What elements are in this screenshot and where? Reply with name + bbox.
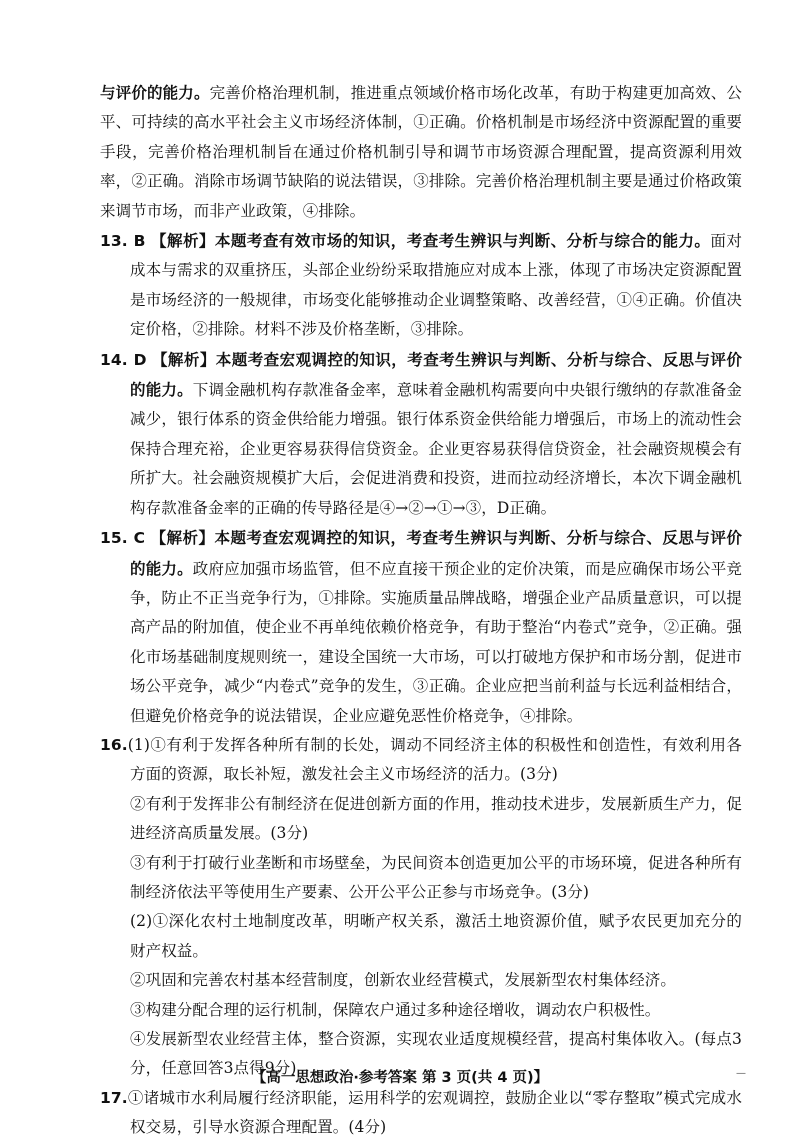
question-16-p4: (2)①深化农村土地制度改革，明晰产权关系，激活土地资源价值，赋予农民更加充分的财产权益。 <box>130 912 742 960</box>
question-16-p5: ②巩固和完善农村基本经营制度，创新农业经营模式，发展新型农村集体经济。 <box>130 971 677 990</box>
question-15 <box>100 523 742 731</box>
question-17-number: 17. <box>100 1088 128 1107</box>
continuation-text: 完善价格治理机制，推进重点领域价格市场化改革，有助于构建更加高效、公平、可持续的高水平社会主义市场经济体制，①正确。价格机制是市场经济中资源配置的重要手段，完善价格治理机制旨在通过价格机制引导和调节市场资源合理配置，提高资源利用效率，②正确。消除市场调节缺陷的说法错误，③排除。完善价格治理机制主要是通过价格政策来调节市场，而非产业政策，④排除。 <box>100 84 742 220</box>
question-15-analysis-heading: 【解析】本题考查宏观调控的知识，考查考生辨识与判断、分析与综合、反思与评价的能力。 <box>130 528 743 578</box>
question-16-p6: ③构建分配合理的运行机制，保障农户通过多种途径增收，调动农户积极性。 <box>130 1000 661 1019</box>
question-13-text: 面对成本与需求的双重挤压，头部企业纷纷采取措施应对成本上涨，体现了市场决定资源配置是市场经济的一般规律，市场变化能够推动企业调整策略、改善经营，①④正确。价值决定价格，②排除。材料不涉及价格垄断，③排除。 <box>130 232 743 339</box>
continuation-bold: 与评价的能力。 <box>100 83 210 102</box>
question-14 <box>100 345 742 523</box>
question-16-p1: (1)①有利于发挥各种所有制的长处，调动不同经济主体的积极性和创造性，有效利用各方面的资源，取长补短，激发社会主义市场经济的活力。(3分) <box>127 735 742 784</box>
question-16-part2-point1 <box>100 907 742 966</box>
question-16-number: 16. <box>100 735 128 754</box>
continuation-paragraph <box>100 78 742 226</box>
question-16-part2-point2 <box>100 966 742 995</box>
question-14-analysis-heading: 【解析】本题考查宏观调控的知识，考查考生辨识与判断、分析与综合、反思与评价的能力。 <box>130 349 742 400</box>
corner-mark: — <box>736 1068 746 1079</box>
question-16-p3: ③有利于打破行业垄断和市场壁垒，为民间资本创造更加公平的市场环境，促进各种所有制经济依法平等使用生产要素、公开公平公正参与市场竞争。(3分) <box>130 853 742 901</box>
question-16-part1-point2 <box>100 790 742 849</box>
question-17-text: ①诸城市水利局履行经济职能，运用科学的宏观调控，鼓励企业以“零存整取”模式完成水权交易，引导水资源合理配置。(4分) <box>127 1088 742 1137</box>
question-16-part2-point3 <box>100 996 742 1025</box>
question-17 <box>100 1084 742 1143</box>
question-16-part1-point3 <box>100 849 742 908</box>
question-16-part1-point1 <box>100 731 742 790</box>
page-footer: 【高一思想政治·参考答案 第 3 页(共 4 页)】 <box>251 1070 549 1086</box>
question-16-p2: ②有利于发挥非公有制经济在促进创新方面的作用，推动技术进步，发展新质生产力，促进经济高质量发展。(3分) <box>130 794 742 843</box>
question-14-number: 14. D <box>100 350 147 369</box>
question-15-number: 15. C <box>100 529 146 548</box>
question-14-text: 下调金融机构存款准备金率，意味着金融机构需要向中央银行缴纳的存款准备金减少，银行体系的资金供给能力增强。银行体系资金供给能力增强后，市场上的流动性会保持合理充裕，企业更容易获得信贷资金。企业更容易获得信贷资金，社会融资规模会有所扩大。社会融资规模扩大后，会促进消费和投资，进而拉动经济增长，本次下调金融机构存款准备金率的正确的传导路径是④→②→①→③，D正确。 <box>130 381 742 517</box>
question-15-text: 政府应加强市场监管，但不应直接干预企业的定价决策，而是应确保市场公平竞争，防止不正当竞争行为，①排除。实施质量品牌战略，增强企业产品质量意识，可以提高产品的附加值，使企业不再单纯依赖价格竞争，有助于整治“内卷式”竞争，②正确。强化市场基础制度规则统一，建设全国统一大市场，可以打破地方保护和市场分割，促进市场公平竞争，减少“内卷式”竞争的发生，③正确。企业应把当前利益与长远利益相结合，但避免价格竞争的说法错误，企业应避免恶性价格竞争，④排除。 <box>130 559 742 725</box>
question-13-number: 13. B <box>100 232 146 251</box>
question-16-p7: ④发展新型农业经营主体，整合资源，实现农业适度规模经营，提高村集体收入。(每点3分，任意回答3点得9分) <box>130 1030 742 1078</box>
question-13-analysis-heading: 【解析】本题考查有效市场的知识，考查考生辨识与判断、分析与综合的能力。 <box>150 231 711 251</box>
question-13 <box>100 226 742 345</box>
